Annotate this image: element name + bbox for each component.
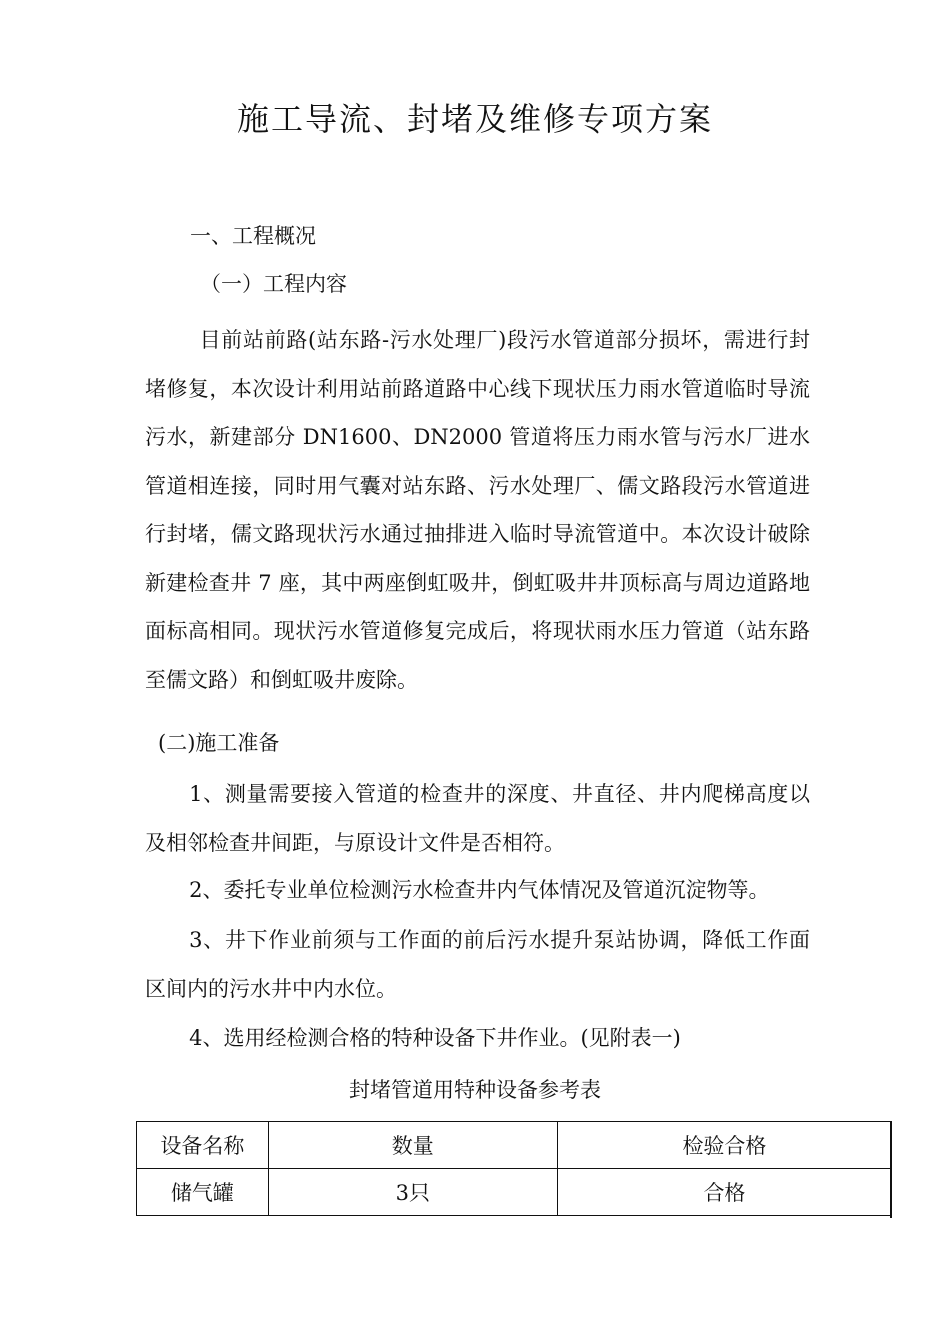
section-heading-overview: 一、工程概况 — [190, 224, 316, 248]
table-header-cell: 设备名称 — [137, 1122, 269, 1169]
preparation-item-4: 4、选用经检测合格的特种设备下井作业。(见附表一) — [189, 1026, 681, 1050]
preparation-item-3: 3、井下作业前须与工作面的前后污水提升泵站协调，降低工作面区间内的污水井中内水位。 — [145, 928, 810, 1001]
equipment-table — [136, 1121, 892, 1216]
table-header-cell: 检验合格 — [557, 1122, 891, 1169]
subsection-heading-content: （一）工程内容 — [200, 272, 347, 296]
document-title: 施工导流、封堵及维修专项方案 — [236, 100, 713, 138]
preparation-item-2: 2、委托专业单位检测污水检查井内气体情况及管道沉淀物等。 — [189, 878, 770, 902]
project-content-paragraph: 目前站前路(站东路-污水处理厂)段污水管道部分损坏，需进行封堵修复，本次设计利用站前路道路中心线下现状压力雨水管道临时导流污水，新建部分 DN1600、DN2000 管道将压力雨水管与污水厂进水管道相连接，同时用气囊对站东路、污水处理厂、儒文路段污水管道进行封堵，儒文路现状污水通过抽排进入临时导流管道中。本次设计破除新建检查井 7 座，其中两座倒虹吸井，倒虹吸井井顶标高与周边道路地面标高相同。现状污水管道修复完成后，将现状雨水压力管道（站东路至儒文路）和倒虹吸井废除。 — [145, 328, 810, 692]
table-cell: 合格 — [557, 1169, 891, 1216]
table-cell: 储气罐 — [137, 1169, 269, 1216]
subsection-heading-preparation: (二)施工准备 — [158, 731, 280, 755]
table-caption: 封堵管道用特种设备参考表 — [349, 1078, 601, 1102]
table-header-row — [137, 1122, 892, 1169]
table-row — [137, 1169, 892, 1216]
table-right-border — [890, 1121, 892, 1218]
table-header-cell: 数量 — [268, 1122, 557, 1169]
preparation-item-1: 1、测量需要接入管道的检查井的深度、井直径、井内爬梯高度以及相邻检查井间距，与原设计文件是否相符。 — [145, 782, 810, 855]
table-cell: 3只 — [268, 1169, 557, 1216]
